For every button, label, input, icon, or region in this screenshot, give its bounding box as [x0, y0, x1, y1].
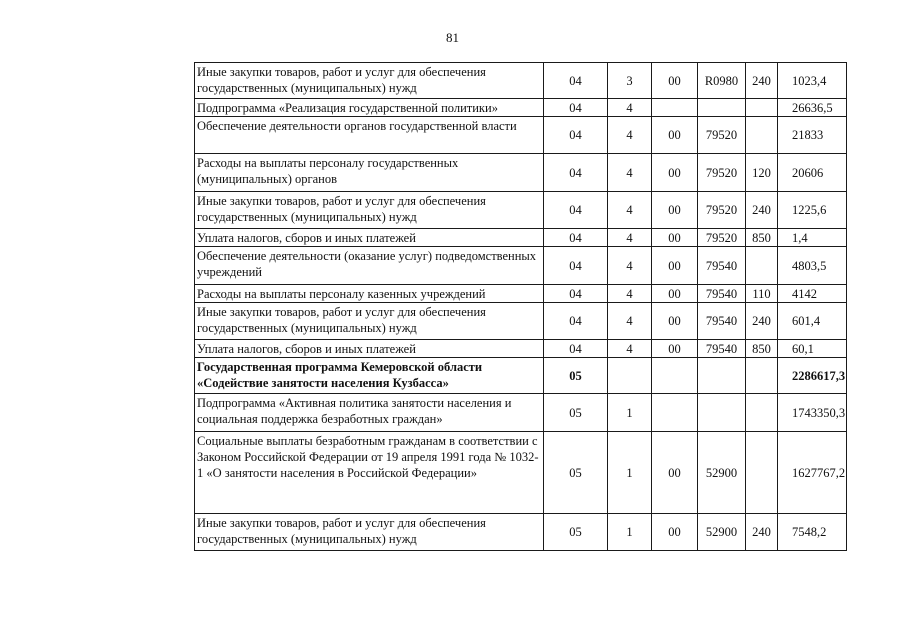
expense-type-cell: 240 — [746, 192, 778, 229]
expense-type-cell — [746, 247, 778, 285]
amount-cell: 4803,5 — [778, 247, 847, 285]
expense-type-cell — [746, 99, 778, 117]
direction-cell: 00 — [652, 303, 698, 340]
row-name-cell: Государственная программа Кемеровской области «Содействие занятости населения Кузбасса» — [195, 358, 544, 394]
section-cell: 04 — [544, 229, 608, 247]
direction-cell — [652, 99, 698, 117]
table-row — [195, 358, 847, 394]
row-name-cell: Расходы на выплаты персоналу казенных учреждений — [195, 285, 544, 303]
direction-cell: 00 — [652, 514, 698, 551]
section-cell: 04 — [544, 117, 608, 154]
table-row — [195, 192, 847, 229]
subsection-cell: 1 — [608, 432, 652, 514]
amount-cell: 2286617,3 — [778, 358, 847, 394]
row-name-cell: Обеспечение деятельности (оказание услуг) подведомственных учреждений — [195, 247, 544, 285]
subsection-cell: 4 — [608, 229, 652, 247]
expense-type-cell: 240 — [746, 63, 778, 99]
direction-cell: 00 — [652, 117, 698, 154]
row-name-cell: Иные закупки товаров, работ и услуг для обеспечения государственных (муниципальных) нужд — [195, 192, 544, 229]
budget-table — [194, 62, 847, 551]
expense-type-cell: 110 — [746, 285, 778, 303]
table-row — [195, 117, 847, 154]
expense-type-cell: 240 — [746, 514, 778, 551]
page-number: 81 — [446, 30, 459, 45]
subsection-cell: 4 — [608, 154, 652, 192]
expense-type-cell — [746, 394, 778, 432]
section-cell: 04 — [544, 192, 608, 229]
expense-code-cell: 52900 — [698, 514, 746, 551]
direction-cell: 00 — [652, 154, 698, 192]
section-cell: 04 — [544, 154, 608, 192]
table-body — [195, 63, 847, 551]
expense-code-cell: 79520 — [698, 192, 746, 229]
amount-cell: 21833 — [778, 117, 847, 154]
subsection-cell: 4 — [608, 285, 652, 303]
row-name-cell: Расходы на выплаты персоналу государственных (муниципальных) органов — [195, 154, 544, 192]
expense-type-cell — [746, 358, 778, 394]
amount-cell: 1225,6 — [778, 192, 847, 229]
expense-code-cell: 79520 — [698, 154, 746, 192]
table-row — [195, 514, 847, 551]
direction-cell: 00 — [652, 340, 698, 358]
amount-cell: 1627767,2 — [778, 432, 847, 514]
section-cell: 04 — [544, 303, 608, 340]
table-row — [195, 340, 847, 358]
table-row — [195, 154, 847, 192]
section-cell: 05 — [544, 432, 608, 514]
table-row — [195, 229, 847, 247]
subsection-cell: 4 — [608, 247, 652, 285]
section-cell: 05 — [544, 394, 608, 432]
subsection-cell: 4 — [608, 340, 652, 358]
section-cell: 04 — [544, 285, 608, 303]
direction-cell: 00 — [652, 229, 698, 247]
table-row — [195, 63, 847, 99]
direction-cell: 00 — [652, 285, 698, 303]
subsection-cell: 4 — [608, 99, 652, 117]
row-name-cell: Уплата налогов, сборов и иных платежей — [195, 229, 544, 247]
amount-cell: 7548,2 — [778, 514, 847, 551]
table-row — [195, 285, 847, 303]
expense-type-cell: 850 — [746, 229, 778, 247]
expense-code-cell: R0980 — [698, 63, 746, 99]
subsection-cell: 4 — [608, 117, 652, 154]
section-cell: 04 — [544, 247, 608, 285]
direction-cell — [652, 394, 698, 432]
expense-code-cell: 79520 — [698, 117, 746, 154]
amount-cell: 4142 — [778, 285, 847, 303]
subsection-cell: 4 — [608, 303, 652, 340]
amount-cell: 1023,4 — [778, 63, 847, 99]
direction-cell: 00 — [652, 63, 698, 99]
expense-type-cell: 850 — [746, 340, 778, 358]
subsection-cell: 1 — [608, 394, 652, 432]
section-cell: 04 — [544, 340, 608, 358]
amount-cell: 1,4 — [778, 229, 847, 247]
table-row — [195, 247, 847, 285]
expense-code-cell: 79540 — [698, 247, 746, 285]
expense-type-cell — [746, 117, 778, 154]
section-cell: 05 — [544, 514, 608, 551]
expense-code-cell — [698, 358, 746, 394]
table-row — [195, 394, 847, 432]
expense-code-cell: 79540 — [698, 303, 746, 340]
section-cell: 04 — [544, 99, 608, 117]
expense-code-cell — [698, 99, 746, 117]
row-name-cell: Подпрограмма «Активная политика занятости населения и социальная поддержка безработных граждан» — [195, 394, 544, 432]
row-name-cell: Подпрограмма «Реализация государственной политики» — [195, 99, 544, 117]
section-cell: 05 — [544, 358, 608, 394]
amount-cell: 60,1 — [778, 340, 847, 358]
amount-cell: 26636,5 — [778, 99, 847, 117]
amount-cell: 1743350,3 — [778, 394, 847, 432]
row-name-cell: Обеспечение деятельности органов государственной власти — [195, 117, 544, 154]
direction-cell: 00 — [652, 192, 698, 229]
amount-cell: 20606 — [778, 154, 847, 192]
table-row — [195, 303, 847, 340]
row-name-cell: Иные закупки товаров, работ и услуг для обеспечения государственных (муниципальных) нужд — [195, 303, 544, 340]
subsection-cell: 4 — [608, 192, 652, 229]
amount-cell: 601,4 — [778, 303, 847, 340]
table-row — [195, 99, 847, 117]
expense-code-cell — [698, 394, 746, 432]
direction-cell — [652, 358, 698, 394]
row-name-cell: Уплата налогов, сборов и иных платежей — [195, 340, 544, 358]
row-name-cell: Иные закупки товаров, работ и услуг для обеспечения государственных (муниципальных) нужд — [195, 514, 544, 551]
expense-code-cell: 79540 — [698, 285, 746, 303]
direction-cell: 00 — [652, 432, 698, 514]
subsection-cell: 3 — [608, 63, 652, 99]
expense-code-cell: 52900 — [698, 432, 746, 514]
direction-cell: 00 — [652, 247, 698, 285]
subsection-cell: 1 — [608, 514, 652, 551]
expense-type-cell: 240 — [746, 303, 778, 340]
expense-type-cell — [746, 432, 778, 514]
section-cell: 04 — [544, 63, 608, 99]
table-row — [195, 432, 847, 514]
subsection-cell — [608, 358, 652, 394]
expense-code-cell: 79540 — [698, 340, 746, 358]
expense-code-cell: 79520 — [698, 229, 746, 247]
expense-type-cell: 120 — [746, 154, 778, 192]
row-name-cell: Социальные выплаты безработным гражданам в соответствии с Законом Российской Федерации от 19 апреля 1991 года № 1032-1 «О занятости населения в Российской Федерации» — [195, 432, 544, 514]
row-name-cell: Иные закупки товаров, работ и услуг для обеспечения государственных (муниципальных) нужд — [195, 63, 544, 99]
